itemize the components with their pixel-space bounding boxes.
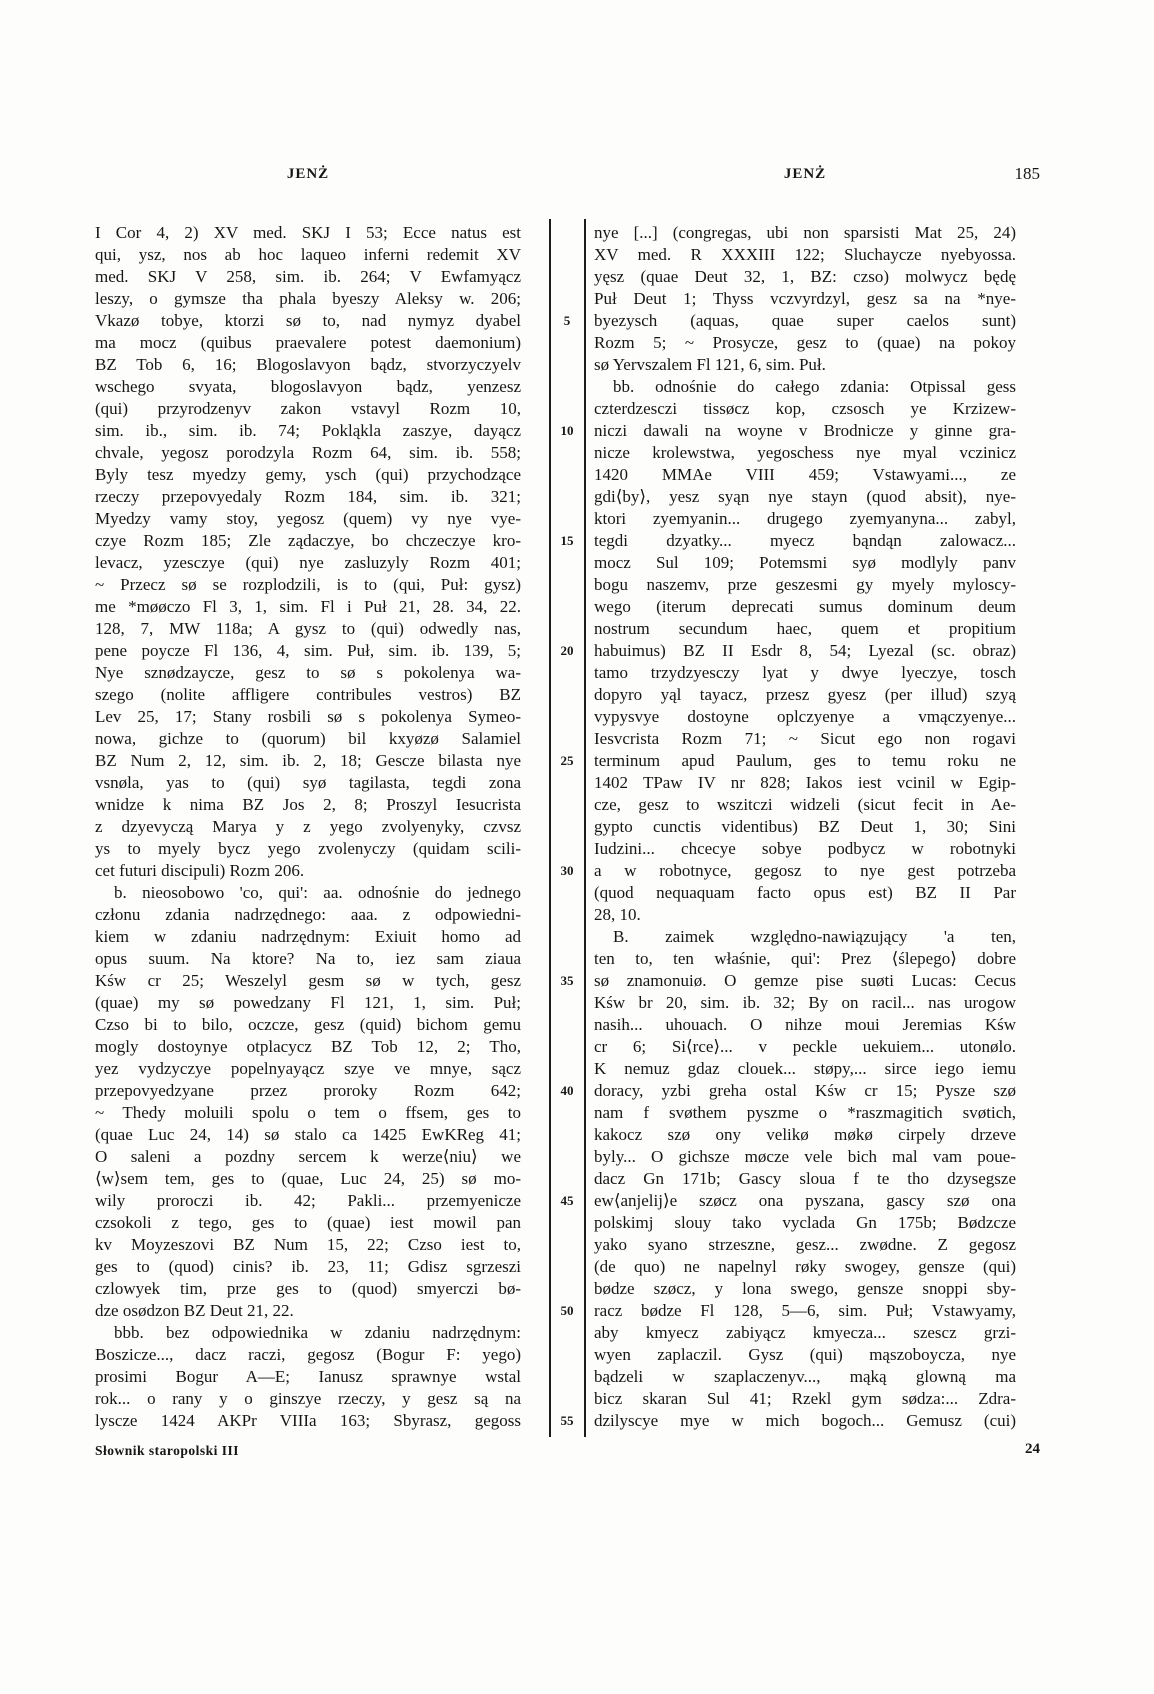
running-head-left: JENŻ	[286, 166, 330, 182]
text-line: polskimj slouy tako vyclada Gn 175b; Bødzcze	[594, 1213, 1016, 1232]
text-line: byezysch (aquas, quae super caelos sunt)	[594, 311, 1016, 330]
text-line: 128, 7, MW 118a; A gysz to (qui) odwedly nas,	[95, 619, 521, 638]
line-number: 50	[560, 1303, 574, 1318]
text-line: cze, gesz to wszitczi widzeli (sicut fecit in Ae-	[594, 795, 1016, 814]
text-line: kv Moyzeszovi BZ Num 15, 22; Czso iest to,	[95, 1235, 521, 1254]
text-line: ~ Thedy moluili spolu o tem o ffsem, ges to	[95, 1103, 521, 1122]
text-line: nicze krolewstwa, yegoschess nye myal vczinicz	[594, 443, 1016, 462]
text-line: rzeczy przepovyedaly Rozm 184, sim. ib. 321;	[95, 487, 521, 506]
text-line: ktori zyemyanin... drugego zyemyanyna... zabyl,	[594, 509, 1016, 528]
text-line: ten to, ten właśnie, qui': Prez ⟨ślepego⟩ dobre	[594, 949, 1016, 968]
text-line: nam f svøthem pyszme o *raszmagitich svøtich,	[594, 1103, 1016, 1122]
text-line: B. zaimek względno-nawiązujący 'a ten,	[613, 927, 1016, 946]
line-number: 45	[560, 1193, 574, 1208]
line-number: 40	[560, 1083, 574, 1098]
right-text-column	[594, 222, 1016, 1432]
footer-signature-number: 24	[1025, 1441, 1040, 1457]
text-line: I Cor 4, 2) XV med. SKJ I 53; Ecce natus est	[95, 223, 521, 242]
text-line: (quae Luc 24, 14) sø stalo ca 1425 EwKReg 41;	[95, 1125, 521, 1144]
text-line: bødze szøcz, y lona swego, gensze snoppi sby-	[594, 1279, 1016, 1298]
text-line: Czso bi to bilo, oczcze, gesz (quid) bichom gemu	[95, 1015, 521, 1034]
text-line: 1402 TPaw IV nr 828; Iakos iest vcinil w Egip-	[594, 773, 1016, 792]
text-line: bogu naszemv, prze geszesmi gy myely myloscy-	[594, 575, 1016, 594]
gutter-rule-right	[584, 219, 586, 1437]
text-line: racz bødze Fl 128, 5—6, sim. Puł; Vstawyamy,	[594, 1301, 1016, 1320]
line-number-gutter	[550, 222, 584, 1438]
text-line: Kśw cr 25; Weszelyl gesm sø w tych, gesz	[95, 971, 521, 990]
text-line: niczi dawali na woyne v Brodnicze y ginne gra-	[594, 421, 1016, 440]
text-line: nye [...] (congregas, ubi non sparsisti Mat 25, 24)	[594, 223, 1016, 242]
text-line: rok... o rany y o ginszye rzeczy, y gesz są na	[95, 1389, 521, 1408]
left-text-column	[95, 222, 521, 1432]
text-line: ~ Przecz sø se rozplodzili, is to (qui, Puł: gysz)	[95, 575, 521, 594]
text-line: gdi⟨by⟩, yesz syąn nye stayn (quod absit), nye-	[594, 487, 1016, 506]
text-line: Myedzy vamy stoy, yegosz (quem) vy nye vye-	[95, 509, 521, 528]
text-line: 1420 MMAe VIII 459; Vstawyami..., ze	[594, 465, 1016, 484]
text-line: bicz skaran Sul 41; Rzekl gym sødza:... Zdra-	[594, 1389, 1016, 1408]
text-line: wyen zaplaczil. Gysz (qui) mąszoboycza, nye	[594, 1345, 1016, 1364]
text-line: yęsz (quae Deut 32, 1, BZ: czso) molwycz będę	[594, 267, 1016, 286]
text-line: b. nieosobowo 'co, qui': aa. odnośnie do jednego	[114, 883, 521, 902]
text-line: pene poycze Fl 136, 4, sim. Puł, sim. ib. 139, 5;	[95, 641, 521, 660]
text-line: opus suum. Na ktore? Na to, iez sam ziaua	[95, 949, 521, 968]
line-number: 10	[560, 423, 574, 438]
text-line: Boszicze..., dacz raczi, gegosz (Bogur F: yego)	[95, 1345, 521, 1364]
text-line: BZ Num 2, 12, sim. ib. 2, 18; Gescze bilasta nye	[95, 751, 521, 770]
text-line: ys to myely bycz yego zvolenyczy (quidam scili-	[95, 839, 521, 858]
line-number: 30	[560, 863, 574, 878]
text-line: chvale, yegosz porodzyla Rozm 64, sim. ib. 558;	[95, 443, 521, 462]
text-line: Kśw br 20, sim. ib. 32; By on racil... nas urogow	[594, 993, 1016, 1012]
text-line: Nye sznødzaycze, gesz to sø s pokolenya wa-	[95, 663, 521, 682]
text-line: a w robotnyce, gegosz to nye gest potrzeba	[594, 861, 1016, 880]
text-line: Vkazø tobye, ktorzi sø to, nad nymyz dyabel	[95, 311, 521, 330]
text-line: doracy, yzbi greha ostal Kśw cr 15; Pysze szø	[594, 1081, 1016, 1100]
text-line: 28, 10.	[594, 905, 641, 924]
text-line: qui, ysz, nos ab hoc laqueo inferni redemit XV	[95, 245, 521, 264]
text-line: dzilyscye mye w mich bogoch... Gemusz (cui)	[594, 1411, 1016, 1430]
text-line: cet futuri discipuli) Rozm 206.	[95, 861, 305, 880]
text-line: tegdi dzyatky... myecz bąndąn zalowacz...	[594, 531, 1016, 550]
text-line: czlowyek tim, prze ges to (quod) smyerczi bø-	[95, 1279, 521, 1298]
text-line: członu zdania nadrzędnego: aaa. z odpowiedni-	[95, 905, 521, 924]
text-line: me *møøczo Fl 3, 1, sim. Fl i Puł 21, 28. 34, 22.	[95, 597, 521, 616]
text-line: wego (iterum deprecati sumus dominum deum	[594, 597, 1016, 616]
text-line: kakocz szø ony velikø møkø cirpely drzeve	[594, 1125, 1016, 1144]
text-line: aby kmyecz zabiyącz kmyecza... szescz grzi-	[594, 1323, 1016, 1342]
text-line: leszy, o gymsze tha phala byeszy Aleksy w. 206;	[95, 289, 521, 308]
text-line: Lev 25, 17; Stany rosbili sø s pokolenya Symeo-	[95, 707, 521, 726]
text-line: Byly tesz myedzy gemy, ysch (qui) przychodzące	[95, 465, 521, 484]
text-line: med. SKJ V 258, sim. ib. 264; V Ewfamyącz	[95, 267, 521, 286]
page-number: 185	[1014, 164, 1040, 183]
text-line: gypto cunctis videntibus) BZ Deut 1, 30; Sini	[594, 817, 1016, 836]
text-line: ⟨w⟩sem tem, ges to (quae, Luc 24, 25) sø mo-	[95, 1169, 521, 1188]
running-head-right: JENŻ	[783, 166, 827, 182]
text-line: byly... O gichsze møcze vele bich mal vam poue-	[594, 1147, 1016, 1166]
text-line: O saleni a pozdny sercem k werze⟨niu⟩ we	[95, 1147, 521, 1166]
text-line: Rozm 5; ~ Prosycze, gesz to (quae) na pokoy	[594, 333, 1016, 352]
text-line: sø Yervszalem Fl 121, 6, sim. Puł.	[594, 355, 826, 374]
line-number: 5	[563, 313, 571, 328]
text-line: (quod nequaquam facto opus est) BZ II Par	[594, 883, 1016, 902]
text-line: prosimi Bogur A—E; Ianusz sprawnye wstal	[95, 1367, 521, 1386]
text-line: mocz Sul 109; Potemsmi syø modlyly panv	[594, 553, 1016, 572]
text-line: levacz, yzesczye (qui) nye zasluzyly Rozm 401;	[95, 553, 521, 572]
text-line: cr 6; Si⟨rce⟩... v peckle uekuiem... utonølo.	[594, 1037, 1016, 1056]
line-number: 25	[560, 753, 574, 768]
text-line: bądzeli w szaplaczenyv..., mąką glowną ma	[594, 1367, 1016, 1386]
text-line: szego (nolite affligere contribules vestros) BZ	[95, 685, 521, 704]
text-line: bb. odnośnie do całego zdania: Otpissal gess	[613, 377, 1016, 396]
text-line: przepovyedzyane przez proroky Rozm 642;	[95, 1081, 521, 1100]
text-line: czye Rozm 185; Zle ządaczye, bo chczeczye kro-	[95, 531, 521, 550]
text-line: K nemuz gdaz clouek... støpy,... sirce iego iemu	[594, 1059, 1016, 1078]
text-line: kiem w zdaniu nadrzędnym: Exiuit homo ad	[95, 927, 521, 946]
text-line: wily proroczi ib. 42; Pakli... przemyenicze	[95, 1191, 521, 1210]
text-line: mogly dostoynye otplacycz BZ Tob 12, 2; Tho,	[95, 1037, 521, 1056]
text-line: nowa, gichze to (quorum) bil kxyøzø Salamiel	[95, 729, 521, 748]
text-line: wschego svyata, blogoslavyon bądz, yenzesz	[95, 377, 521, 396]
text-line: lyscze 1424 AKPr VIIIa 163; Sbyrasz, gegoss	[95, 1411, 521, 1430]
line-number: 35	[560, 973, 574, 988]
text-line: dopyro yąl tayacz, przesz gyesz (per illud) szyą	[594, 685, 1016, 704]
text-line: bbb. bez odpowiednika w zdaniu nadrzędnym:	[114, 1323, 521, 1342]
text-line: (quae) my sø powedzany Fl 121, 1, sim. Puł;	[95, 993, 521, 1012]
text-line: habuimus) BZ II Esdr 8, 54; Lyezal (sc. obraz)	[594, 641, 1016, 660]
text-line: vypysvye dostoyne oplczyenye a vmączyenye...	[594, 707, 1016, 726]
text-line: sø znamonuiø. O gemze pise suøti Lucas: Cecus	[594, 971, 1016, 990]
text-line: Iesvcrista Rozm 71; ~ Sicut ego non rogavi	[594, 729, 1016, 748]
text-line: dacz Gn 171b; Gascy sloua f te tho dzysegsze	[594, 1169, 1016, 1188]
text-line: BZ Tob 6, 16; Blogoslavyon bądz, stvorzyczyelv	[95, 355, 521, 374]
text-line: czsokoli z tego, ges to (quae) iest mowil pan	[95, 1213, 521, 1232]
text-line: z dzyevyczą Marya y z yego zvolyenyky, czvsz	[95, 817, 521, 836]
text-line: sim. ib., sim. ib. 74; Pokląkla zaszye, dayącz	[95, 421, 521, 440]
text-line: dze osødzon BZ Deut 21, 22.	[95, 1301, 294, 1320]
text-line: Iudzini... chcecye sobye podbycz w robotnyki	[594, 839, 1016, 858]
text-line: nostrum secundum haec, quem et propitium	[594, 619, 1016, 638]
text-line: Puł Deut 1; Thyss vczvyrdzyl, gesz sa na *nye-	[594, 289, 1016, 308]
text-line: vsnøla, yas to (qui) syø tagilasta, tegdi zona	[95, 773, 521, 792]
line-number: 15	[560, 533, 574, 548]
text-line: ges to (quod) cinis? ib. 23, 11; Gdisz sgrzeszi	[95, 1257, 521, 1276]
text-line: (qui) przyrodzenyv zakon vstavyl Rozm 10,	[95, 399, 521, 418]
text-line: wnidze k nima BZ Jos 2, 8; Proszyl Iesucrista	[95, 795, 521, 814]
footer-volume-title: Słownik staropolski III	[95, 1443, 240, 1458]
line-number: 20	[560, 643, 574, 658]
text-line: yako syano strzeszne, gesz... zwødne. Z gegosz	[594, 1235, 1016, 1254]
text-line: (de quo) ne napelnyl røky swogey, gensze (qui)	[594, 1257, 1016, 1276]
text-line: czterdzesczi tissøcz kop, czsosch ye Krzizew-	[594, 399, 1016, 418]
text-line: tamo trzydzyesczy lyat y dwye lyeczye, tosch	[594, 663, 1016, 682]
text-line: ma mocz (quibus praevalere potest daemonium)	[95, 333, 521, 352]
line-number: 55	[560, 1413, 574, 1428]
text-line: yez vydzyczye popelnyayącz szye ve mnye, sącz	[95, 1059, 521, 1078]
text-line: ew⟨anjelij⟩e szøcz ona pyszana, gascy szø ona	[594, 1191, 1016, 1210]
text-line: terminum apud Paulum, ges to temu roku ne	[594, 751, 1016, 770]
text-line: nasih... uhouach. O nihze moui Jeremias Kśw	[594, 1015, 1016, 1034]
text-line: XV med. R XXXIII 122; Sluchaycze nyebyossa.	[594, 245, 1016, 264]
